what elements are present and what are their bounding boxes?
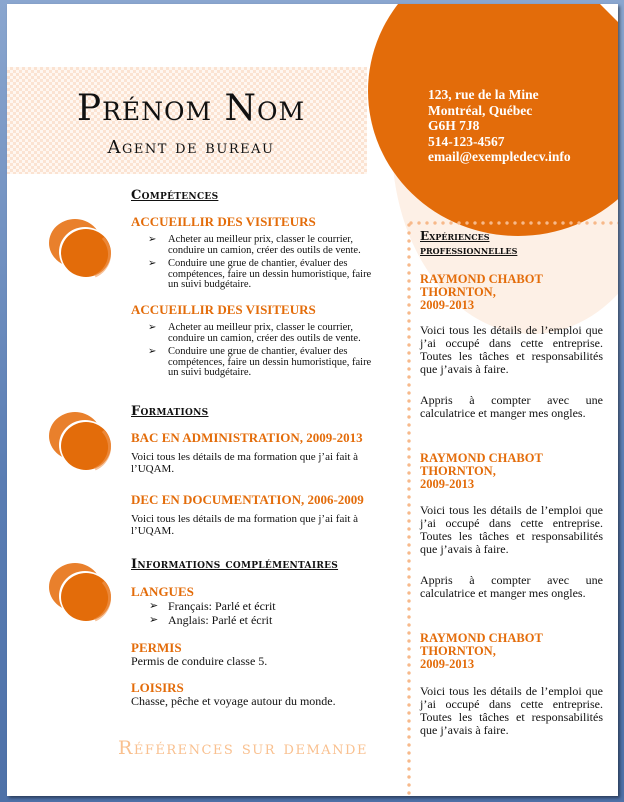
langues-list: [149, 599, 276, 627]
loisirs-heading: LOISIRS: [131, 680, 184, 695]
formation-heading: BAC EN ADMINISTRATION, 2009-2013: [131, 430, 363, 445]
permis-text: Permis de conduire classe 5.: [131, 654, 268, 668]
contact-email[interactable]: email@exempledecv.info: [428, 149, 571, 164]
arrow-bullet-icon: ➢: [148, 234, 157, 245]
contact-city: Montréal, Québec: [428, 102, 533, 118]
list-item: ➢ Acheter au meilleur prix, classer le courrier, conduire un camion, créer des outils de vente.: [148, 322, 361, 344]
references-note: Références sur demande: [118, 737, 368, 759]
orange-circles-icon: [45, 409, 115, 473]
experience-employer: RAYMOND CHABOT THORNTON, 2009-2013: [420, 631, 543, 671]
contact-phone: 514-123-4567: [428, 133, 505, 149]
experience-extra: Appris à compter avec une calculatrice et manger mes ongles.: [420, 573, 603, 600]
competence-heading: ACCUEILLIR DES VISITEURS: [131, 214, 316, 229]
competence-list: [148, 323, 378, 382]
candidate-name: Prénom Nom: [76, 88, 306, 129]
formation-text: Voici tous les détails de ma formation que j’ai fait à l’UQAM.: [131, 451, 359, 475]
langues-heading: LANGUES: [131, 584, 194, 599]
arrow-bullet-icon: ➢: [149, 614, 159, 626]
list-item: ➢ Anglais: Parlé et écrit: [149, 613, 273, 627]
experience-description: Voici tous les détails de l’emploi que j’ai occupé dans cette entreprise. Toutes les tâches et responsabilités que j’avais à faire.: [420, 684, 603, 737]
experience-extra: Appris à compter avec une calculatrice et manger mes ongles.: [420, 393, 603, 420]
arrow-bullet-icon: ➢: [148, 258, 157, 269]
list-item: ➢ Français: Parlé et écrit: [149, 599, 276, 613]
dotted-divider-vertical: [407, 221, 411, 796]
experience-employer: RAYMOND CHABOT THORNTON, 2009-2013: [420, 451, 543, 491]
experiences-title: Expériences professionnelles: [420, 229, 518, 257]
experience-description: Voici tous les détails de l’emploi que j’ai occupé dans cette entreprise. Toutes les tâches et responsabilités que j’avais à faire.: [420, 323, 603, 376]
contact-block: [428, 87, 571, 165]
orange-circles-icon: [45, 216, 115, 280]
experience-description: Voici tous les détails de l’emploi que j’ai occupé dans cette entreprise. Toutes les tâches et responsabilités que j’avais à faire.: [420, 503, 603, 556]
list-item: ➢ Conduire une grue de chantier, évaluer des compétences, faire un dessin humoristique, faire un suivi budgétaire.: [148, 346, 372, 378]
infos-title: Informations complémentaires: [131, 557, 339, 572]
job-title: Agent de bureau: [107, 137, 275, 158]
loisirs-text: Chasse, pêche et voyage autour du monde.: [131, 694, 336, 708]
contact-postal-code: G6H 7J8: [428, 118, 480, 133]
competence-heading: ACCUEILLIR DES VISITEURS: [131, 302, 316, 317]
competences-title: Compétences: [131, 188, 219, 203]
orange-circles-icon: [45, 560, 115, 624]
permis-heading: PERMIS: [131, 640, 182, 655]
document-page: [7, 4, 618, 796]
arrow-bullet-icon: ➢: [148, 346, 157, 357]
arrow-bullet-icon: ➢: [148, 322, 157, 333]
arrow-bullet-icon: ➢: [149, 600, 159, 612]
formation-text: Voici tous les détails de ma formation que j’ai fait à l’UQAM.: [131, 513, 359, 537]
page-corner: [600, 4, 618, 22]
formations-title: Formations: [131, 404, 209, 419]
dotted-divider-horizontal: [407, 221, 618, 225]
contact-address: 123, rue de la Mine: [428, 87, 539, 102]
list-item: ➢ Conduire une grue de chantier, évaluer des compétences, faire un dessin humoristique, faire un suivi budgétaire.: [148, 258, 372, 290]
list-item: ➢ Acheter au meilleur prix, classer le courrier, conduire un camion, créer des outils de vente.: [148, 234, 361, 256]
experience-employer: RAYMOND CHABOT THORNTON, 2009-2013: [420, 272, 543, 312]
competence-list: [148, 235, 378, 294]
formation-heading: DEC EN DOCUMENTATION, 2006-2009: [131, 492, 364, 507]
